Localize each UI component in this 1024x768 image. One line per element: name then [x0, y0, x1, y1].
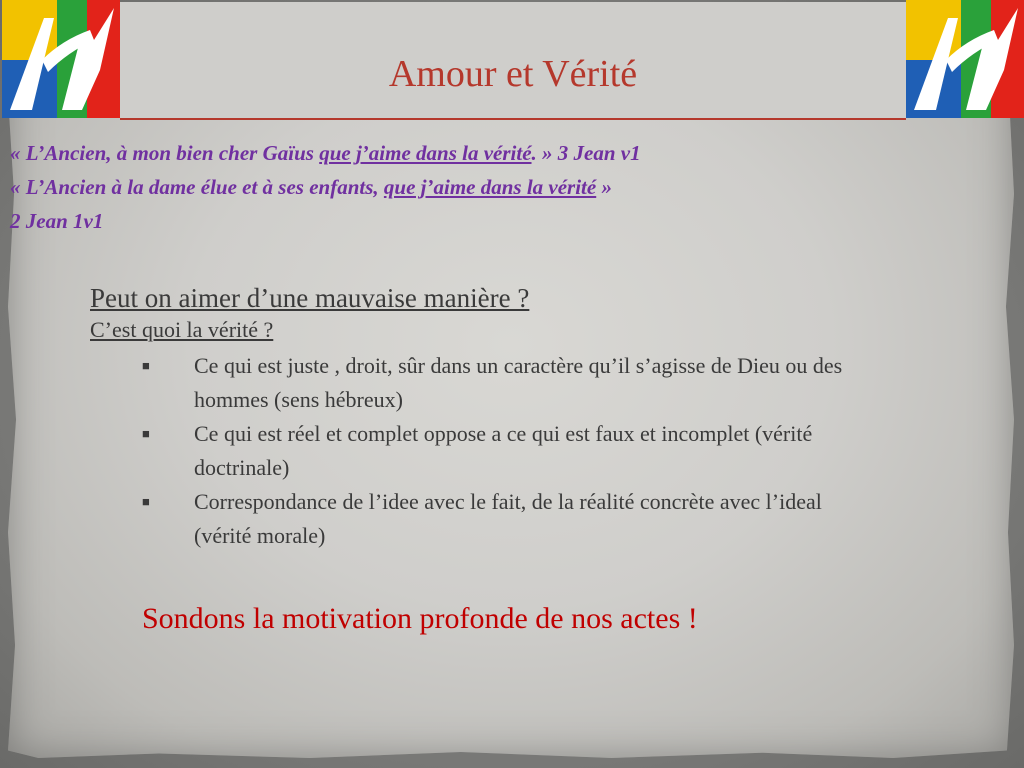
list-item-text: Ce qui est réel et complet oppose a ce qui est faux et incomplet (vérité doctrinale)	[194, 421, 813, 480]
quote-2-jean	[10, 170, 1010, 204]
conclusion-text: Sondons la motivation profonde de nos actes !	[142, 602, 698, 635]
quote-2-reference: 2 Jean 1v1	[10, 209, 104, 233]
quote-1-emphasis: que j’aime dans la vérité	[319, 141, 532, 165]
square-bullet-icon: ■	[142, 494, 150, 509]
list-item	[90, 417, 884, 485]
square-bullet-icon: ■	[142, 426, 150, 441]
subquestion-heading: C’est quoi la vérité ?	[90, 317, 274, 342]
list-item	[90, 485, 884, 553]
list-item-text: Ce qui est juste , droit, sûr dans un caractère qu’il s’agisse de Dieu ou des hommes (sens hébreux)	[194, 353, 843, 412]
list-item	[90, 349, 884, 417]
av-logo-left-icon	[2, 0, 120, 118]
quote-3-jean	[10, 136, 1010, 170]
square-bullet-icon: ■	[142, 358, 150, 373]
quote-1-suffix: . » 3 Jean v1	[531, 141, 641, 165]
list-item-text: Correspondance de l’idee avec le fait, de la réalité concrète avec l’ideal (vérité morale)	[194, 489, 822, 548]
main-content	[90, 281, 910, 553]
quote-2-suffix: »	[596, 175, 612, 199]
question-heading: Peut on aimer d’une mauvaise manière ?	[90, 283, 530, 313]
title-band	[120, 2, 906, 120]
quote-2-emphasis: que j’aime dans la vérité	[383, 175, 597, 199]
slide-title: Amour et Vérité	[388, 53, 638, 95]
av-logo-right-icon	[906, 0, 1024, 118]
definition-list	[90, 349, 910, 553]
quote-1-prefix: « L’Ancien, à mon bien cher Gaïus	[10, 141, 320, 165]
scripture-quotes	[10, 136, 1010, 238]
quote-2-prefix: « L’Ancien à la dame élue et à ses enfants,	[10, 175, 384, 199]
